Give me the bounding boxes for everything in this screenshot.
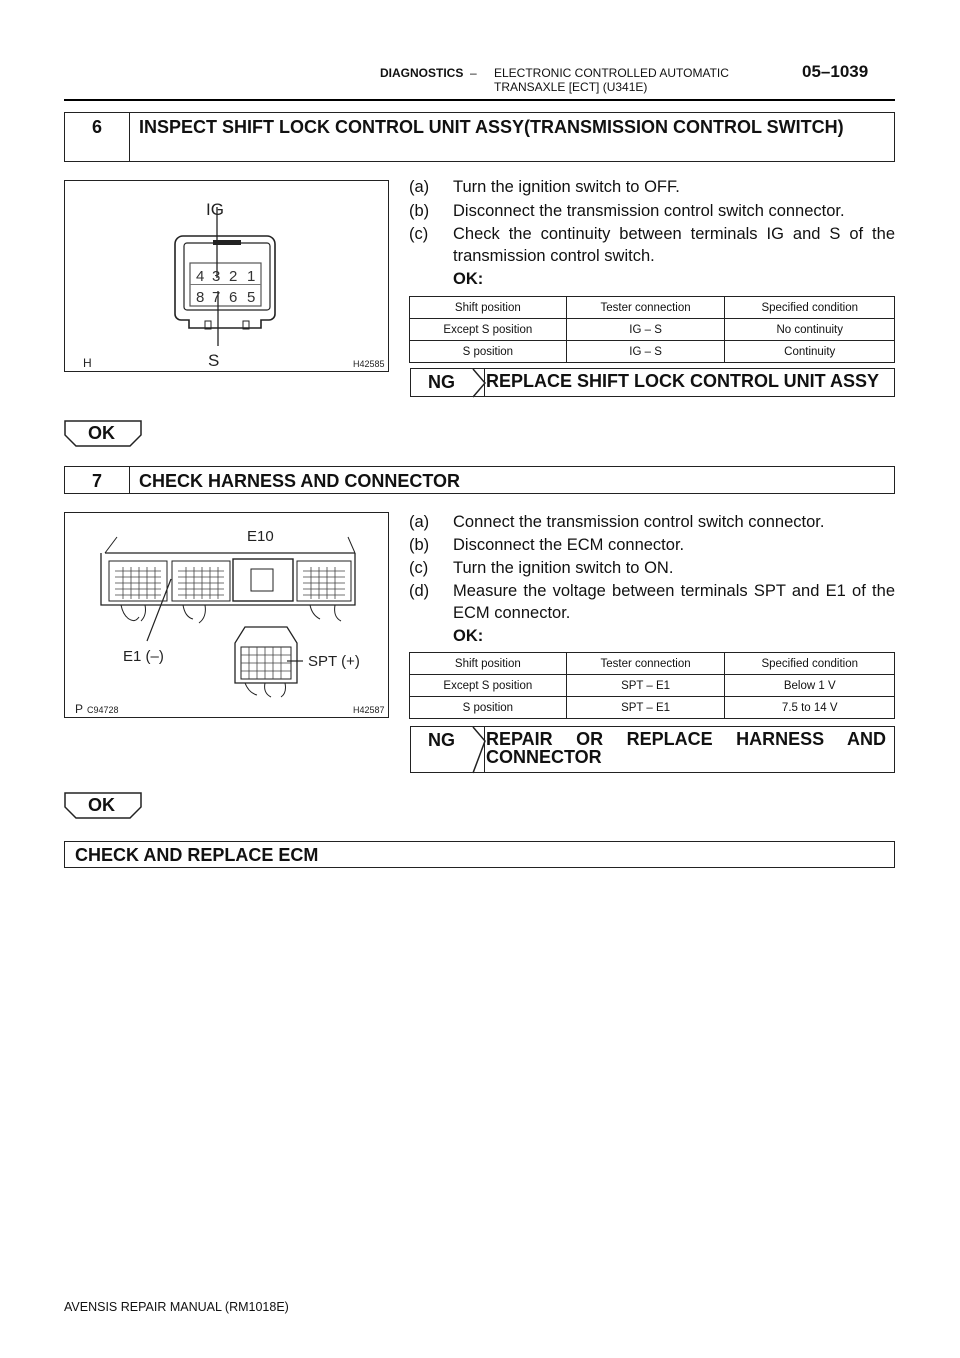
fig7-id: H42587 — [353, 705, 385, 715]
fig6-label-ig: IG — [206, 200, 224, 219]
step-7-box — [64, 466, 895, 494]
table-header: Specified condition — [725, 297, 895, 319]
page-number: 05–1039 — [802, 62, 869, 81]
step7-instr-b-text: Disconnect the ECM connector. — [453, 536, 685, 554]
fig6-pin-6: 6 — [229, 289, 238, 306]
step6-instr-a-text: Turn the ignition switch to OFF. — [453, 178, 680, 196]
fig6-label-s: S — [208, 351, 220, 370]
step7-instr-a-text: Connect the transmission control switch connector. — [453, 513, 825, 531]
ok-tag-2-label: OK — [88, 795, 115, 815]
table-cell: Except S position — [410, 675, 567, 697]
step6-instr-a-label: (a) — [409, 178, 430, 196]
ok-tag-1-label: OK — [88, 423, 115, 443]
table-cell: Except S position — [410, 319, 567, 341]
step6-spec-table — [409, 296, 895, 363]
table-cell: No continuity — [725, 319, 895, 341]
step7-instr-b-label: (b) — [409, 536, 430, 554]
connector-switch-drawing — [65, 181, 390, 373]
step7-ng-action: REPAIR OR REPLACE HARNESS AND CONNECTOR — [484, 727, 894, 772]
table-header: Tester connection — [566, 653, 725, 675]
step7-instr-a-label: (a) — [409, 513, 430, 531]
table-row — [410, 653, 895, 675]
step-6-box — [64, 112, 895, 162]
step7-ng-label: NG — [428, 730, 455, 750]
fig6-pin-5: 5 — [247, 289, 256, 306]
header-section: DIAGNOSTICS — [380, 66, 464, 80]
fig6-pin-1: 1 — [247, 268, 256, 285]
table-row — [410, 697, 895, 719]
fig6-pin-3: 3 — [212, 268, 221, 285]
step7-ng-box — [410, 726, 895, 773]
table-cell: IG – S — [566, 341, 725, 363]
step6-ng-action: REPLACE SHIFT LOCK CONTROL UNIT ASSY — [484, 369, 894, 396]
table-cell: SPT – E1 — [566, 675, 725, 697]
table-row — [410, 675, 895, 697]
table-row — [410, 319, 895, 341]
table-row — [410, 297, 895, 319]
header-dash: – — [470, 66, 477, 80]
step7-instr-c-label: (c) — [409, 559, 429, 577]
fig6-pin-2: 2 — [229, 268, 238, 285]
fig6-pin-8: 8 — [196, 289, 205, 306]
step7-spec-table — [409, 652, 895, 719]
fig7-ref: C94728 — [87, 705, 119, 715]
step6-instr-b-label: (b) — [409, 202, 430, 220]
table-header: Tester connection — [566, 297, 725, 319]
header-rule — [64, 99, 895, 101]
figure-connector-switch — [64, 180, 389, 372]
fig6-id: H42585 — [353, 359, 385, 369]
step7-instr-c-text: Turn the ignition switch to ON. — [453, 559, 674, 577]
table-cell: S position — [410, 697, 567, 719]
table-cell: SPT – E1 — [566, 697, 725, 719]
header-title-line1: ELECTRONIC CONTROLLED AUTOMATIC — [494, 66, 729, 80]
table-header: Shift position — [410, 297, 567, 319]
step6-instr-c-label: (c) — [409, 225, 429, 243]
step7-ok-label: OK: — [453, 627, 484, 645]
fig7-label-e1: E1 (–) — [123, 648, 164, 665]
table-cell: IG – S — [566, 319, 725, 341]
step6-ng-label: NG — [428, 372, 455, 392]
fig6-pin-7: 7 — [212, 289, 221, 306]
fig6-pin-4: 4 — [196, 268, 205, 285]
final-step-box: CHECK AND REPLACE ECM — [64, 841, 895, 868]
table-cell: Below 1 V — [725, 675, 895, 697]
step7-instr-d-label: (d) — [409, 582, 430, 600]
step-6-title: INSPECT SHIFT LOCK CONTROL UNIT ASSY(TRANSMISSION CONTROL SWITCH) — [139, 117, 844, 137]
fig7-label-e10: E10 — [247, 528, 274, 545]
step6-ok-label: OK: — [453, 270, 484, 288]
ecm-connector-drawing — [65, 513, 390, 719]
step-7-title: CHECK HARNESS AND CONNECTOR — [139, 471, 461, 491]
table-row — [410, 341, 895, 363]
fig7-corner-mark: P — [75, 702, 84, 716]
table-cell: Continuity — [725, 341, 895, 363]
figure-ecm-connector — [64, 512, 389, 718]
ok-tag-1 — [64, 420, 142, 446]
table-cell: S position — [410, 341, 567, 363]
step6-ng-box — [410, 368, 895, 397]
ok-tag-2 — [64, 792, 142, 818]
table-header: Specified condition — [725, 653, 895, 675]
step-7-number: 7 — [65, 467, 130, 493]
step6-instr-b-text: Disconnect the transmission control switch connector. — [453, 202, 845, 220]
fig7-label-spt: SPT (+) — [308, 653, 360, 670]
table-cell: 7.5 to 14 V — [725, 697, 895, 719]
table-header: Shift position — [410, 653, 567, 675]
step6-instr-c-text: Check the continuity between terminals IG and S of the transmission control switch. — [453, 225, 895, 265]
fig6-corner-mark: H — [83, 356, 92, 370]
step-6-number: 6 — [65, 113, 130, 161]
footer-manual-id: AVENSIS REPAIR MANUAL (RM1018E) — [64, 1300, 289, 1314]
step7-instr-d-text: Measure the voltage between terminals SPT and E1 of the ECM connector. — [453, 582, 895, 622]
header-title-line2: TRANSAXLE [ECT] (U341E) — [494, 80, 648, 94]
